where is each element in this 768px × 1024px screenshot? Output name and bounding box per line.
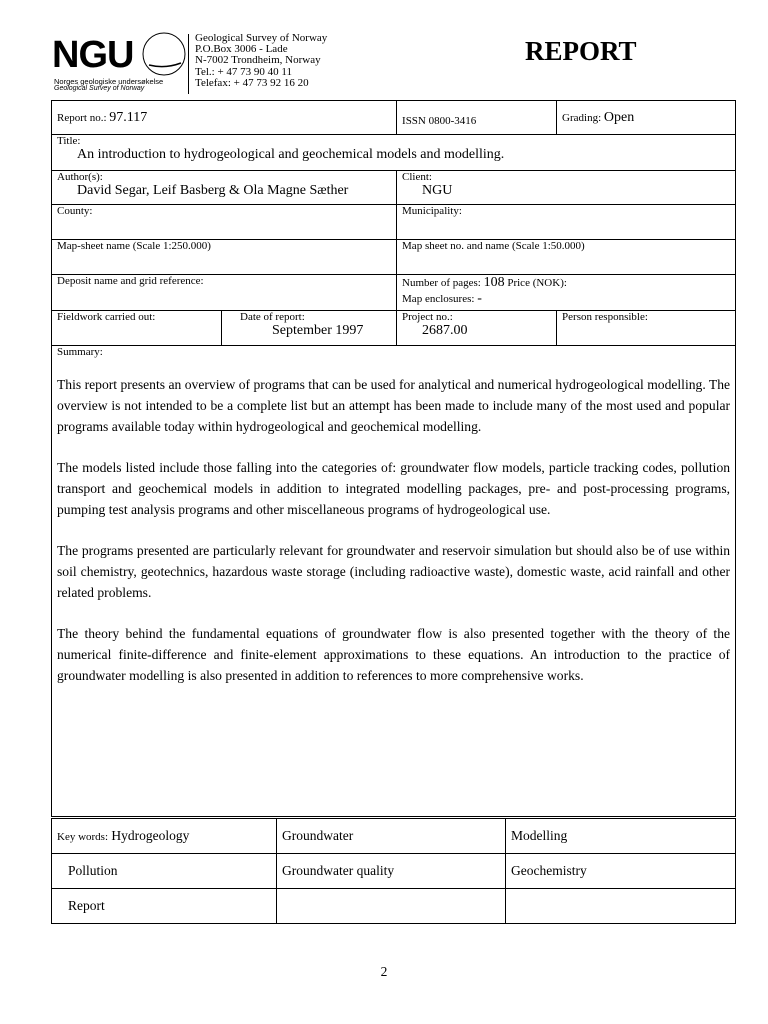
county-cell bbox=[52, 205, 397, 240]
title-value: An introduction to hydrogeological and geochemical models and modelling. bbox=[77, 147, 505, 162]
authors-cell bbox=[52, 171, 397, 205]
keyword: Modelling bbox=[511, 828, 568, 843]
keyword-cell bbox=[506, 819, 736, 854]
project-value: 2687.00 bbox=[422, 323, 468, 338]
keyword-cell bbox=[52, 889, 277, 924]
pages-value: 108 bbox=[483, 275, 505, 290]
keyword: Hydrogeology bbox=[111, 828, 190, 843]
keyword-cell bbox=[277, 819, 506, 854]
keyword: Groundwater bbox=[282, 828, 354, 843]
issn-cell bbox=[397, 101, 557, 135]
date-cell bbox=[222, 311, 397, 346]
keyword-cell bbox=[52, 819, 277, 854]
pages-label: Number of pages: bbox=[402, 277, 481, 289]
map-sheet-name-cell bbox=[52, 240, 397, 275]
person-label: Person responsible: bbox=[562, 311, 648, 323]
fieldwork-cell bbox=[52, 311, 222, 346]
keyword: Geochemistry bbox=[511, 863, 587, 878]
keyword: Groundwater quality bbox=[282, 863, 395, 878]
report-no-label: Report no.: bbox=[57, 111, 107, 124]
keyword-cell bbox=[277, 889, 506, 924]
keyword: Report bbox=[68, 898, 105, 913]
logo-text: NGU bbox=[52, 34, 134, 76]
document-type-heading: REPORT bbox=[525, 36, 637, 66]
date-label: Date of report: bbox=[240, 311, 305, 323]
map-sheet-name-label: Map-sheet name (Scale 1:250.000) bbox=[57, 240, 211, 252]
summary-label: Summary: bbox=[57, 346, 103, 358]
person-cell bbox=[557, 311, 736, 346]
title-label: Title: bbox=[57, 135, 81, 147]
header-divider bbox=[188, 34, 189, 94]
report-no-cell bbox=[52, 101, 397, 135]
grading-label: Grading: bbox=[562, 111, 602, 124]
summary-paragraph: The models listed include those falling into the categories of: groundwater flow models, particle tracking codes, pollution transport and geochemical models in addition to integrated modelling packages, pre- and post-processing programs, pumping test analysis programs and other miscellaneous programs of hydrogeological use. bbox=[57, 460, 731, 517]
keyword-cell bbox=[506, 854, 736, 889]
report-no-value: 97.117 bbox=[109, 109, 148, 125]
project-label: Project no.: bbox=[402, 311, 453, 323]
issn-value: ISSN 0800-3416 bbox=[402, 115, 477, 127]
grading-cell bbox=[557, 101, 736, 135]
price-label: Price (NOK): bbox=[507, 277, 567, 289]
project-cell bbox=[397, 311, 557, 346]
enclosures-label: Map enclosures: bbox=[402, 293, 475, 305]
summary-paragraph: The programs presented are particularly relevant for groundwater and reservoir simulation but should also be of use within soil chemistry, geotechnics, hazardous waste storage (including radioactive waste), domestic waste, acid rainfall and other related problems. bbox=[57, 543, 731, 600]
address-line: N-7002 Trondheim, Norway bbox=[195, 54, 321, 67]
authors-label: Author(s): bbox=[57, 171, 103, 183]
authors-value: David Segar, Leif Basberg & Ola Magne Sæther bbox=[77, 183, 349, 198]
title-cell bbox=[52, 135, 736, 171]
county-label: County: bbox=[57, 205, 93, 217]
logo-subtitle-english: Geological Survey of Norway bbox=[54, 85, 145, 92]
keyword: Pollution bbox=[68, 863, 118, 878]
address-line: Tel.: + 47 73 90 40 11 bbox=[195, 65, 292, 78]
deposit-cell bbox=[52, 275, 397, 311]
pages-cell bbox=[397, 275, 736, 311]
fieldwork-label: Fieldwork carried out: bbox=[57, 311, 156, 323]
enclosures-value: - bbox=[477, 291, 482, 306]
summary-paragraph: The theory behind the fundamental equations of groundwater flow is also presented together with the theory of the numerical finite-difference and finite-element approximations to these equations. An introduction to the practice of groundwater modelling is also presented in addition to references to more comprehensive works. bbox=[57, 626, 731, 683]
page-number: 2 bbox=[380, 964, 388, 979]
ngu-emblem-icon bbox=[141, 31, 187, 77]
municipality-label: Municipality: bbox=[402, 205, 462, 217]
deposit-label: Deposit name and grid reference: bbox=[57, 275, 204, 287]
client-value: NGU bbox=[422, 183, 453, 198]
date-value: September 1997 bbox=[272, 323, 364, 338]
address-line: P.O.Box 3006 - Lade bbox=[195, 43, 288, 56]
keyword-cell bbox=[52, 854, 277, 889]
address-line: Telefax: + 47 73 92 16 20 bbox=[195, 76, 309, 89]
keywords-table bbox=[51, 818, 736, 924]
municipality-cell bbox=[397, 205, 736, 240]
report-form bbox=[51, 100, 736, 817]
logo-subtitle-norwegian: Norges geologiske undersøkelse bbox=[54, 77, 164, 86]
client-label: Client: bbox=[402, 171, 432, 183]
summary-cell bbox=[52, 346, 736, 817]
client-cell bbox=[397, 171, 736, 205]
address-block bbox=[195, 33, 327, 89]
grading-value: Open bbox=[603, 109, 635, 125]
keyword-cell bbox=[506, 889, 736, 924]
map-sheet-no-cell bbox=[397, 240, 736, 275]
map-sheet-no-label: Map sheet no. and name (Scale 1:50.000) bbox=[402, 240, 585, 252]
summary-paragraph: This report presents an overview of programs that can be used for analytical and numerical hydrogeological modelling. The overview is not intended to be a complete list but an attempt has been made to include many of the most used and popular programs available today within hydrogeological and geochemical modelling. bbox=[57, 377, 731, 434]
keywords-label: Key words: bbox=[57, 831, 109, 843]
keyword-cell bbox=[277, 854, 506, 889]
address-line: Geological Survey of Norway bbox=[195, 32, 328, 44]
